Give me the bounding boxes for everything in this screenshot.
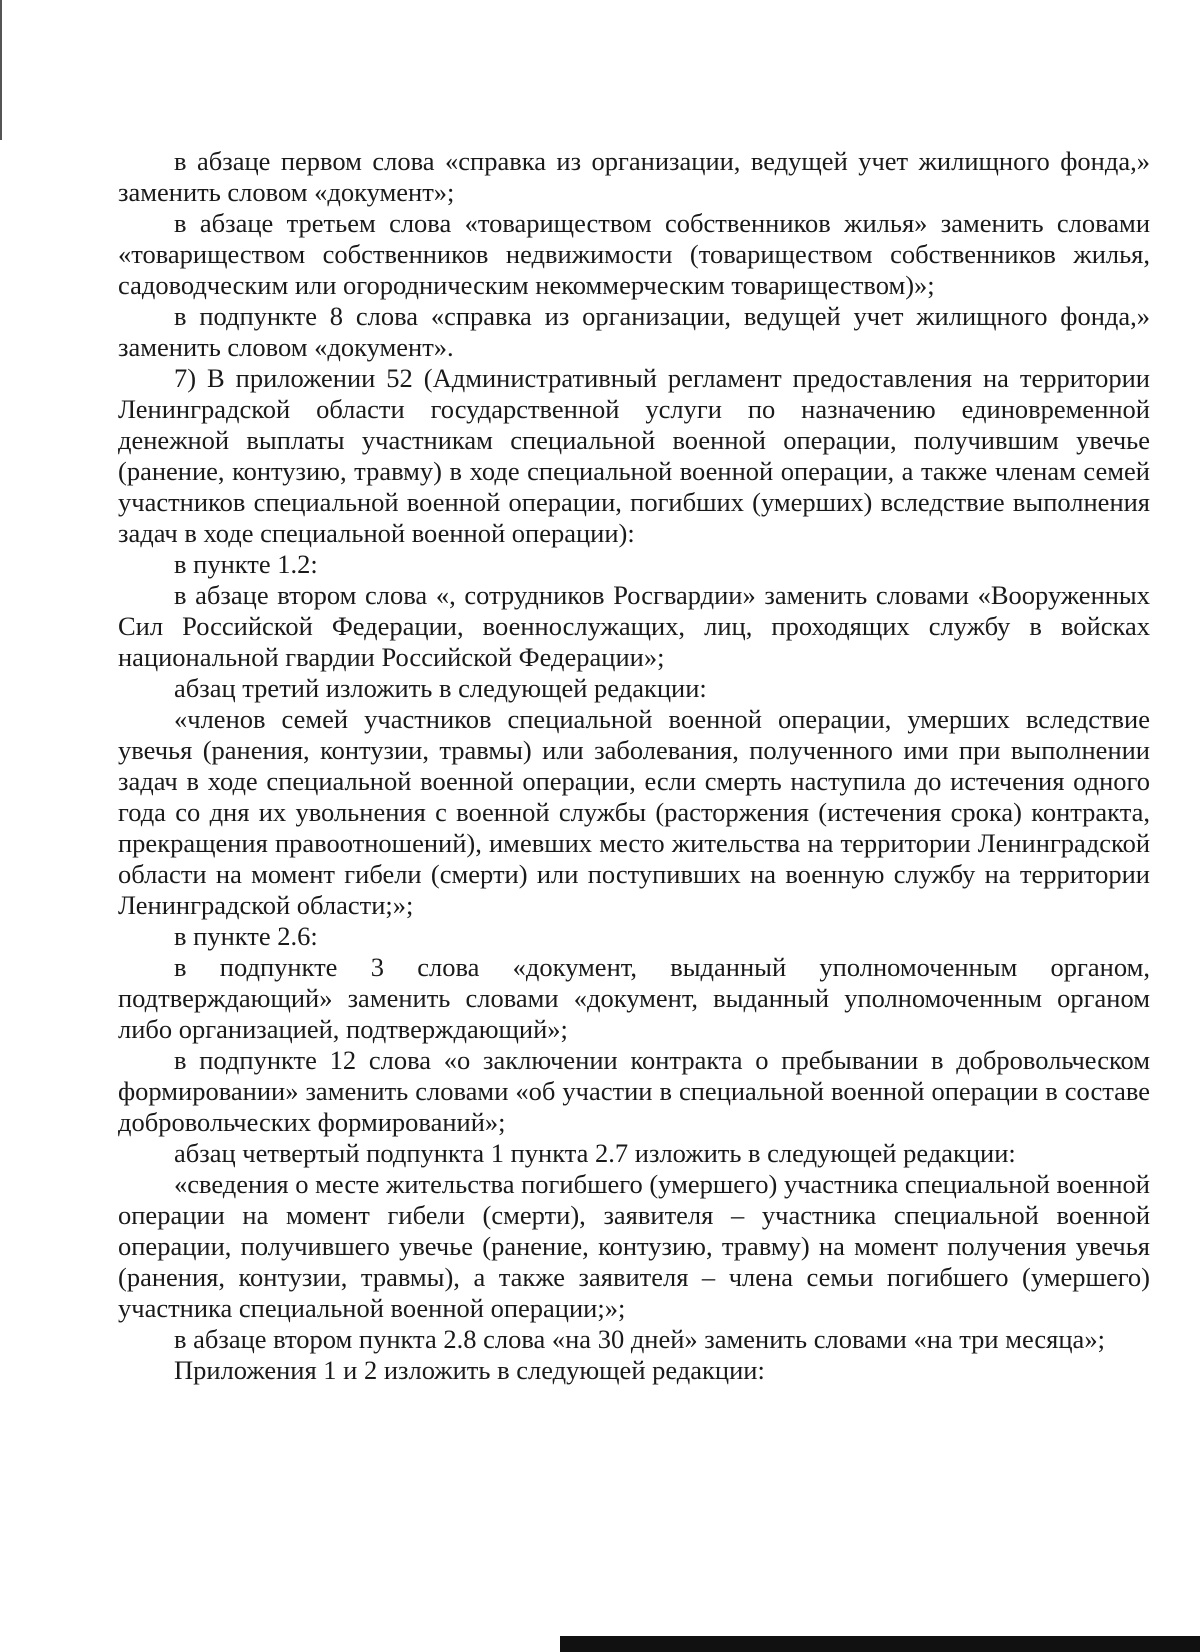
paragraph-2: в абзаце третьем слова «товариществом собственников жилья» заменить словами «товариществом собственников недвижимости (товариществом собственников жилья, садоводческим или огородническим некоммерческим товариществом)»; <box>118 208 1150 300</box>
paragraph-6: в абзаце втором слова «, сотрудников Росгвардии» заменить словами «Вооруженных Сил Российской Федерации, военнослужащих, лиц, проходящих службу в войсках национальной гвардии Российской Федерации»; <box>118 580 1150 672</box>
paragraph-9: в пункте 2.6: <box>174 921 318 951</box>
paragraph-11: в подпункте 12 слова «о заключении контракта о пребывании в добровольческом формировании» заменить словами «об участии в специальной военной операции в составе добровольческих формирований»; <box>118 1045 1150 1137</box>
paragraph-14: в абзаце втором пункта 2.8 слова «на 30 дней» заменить словами «на три месяца»; <box>174 1324 1105 1354</box>
paragraph-1: в абзаце первом слова «справка из организации, ведущей учет жилищного фонда,» заменить словом «документ»; <box>118 146 1150 207</box>
paragraph-12: абзац четвертый подпункта 1 пункта 2.7 изложить в следующей редакции: <box>174 1138 1016 1168</box>
scan-edge-bottom <box>560 1636 1200 1652</box>
paragraph-7: абзац третий изложить в следующей редакции: <box>174 673 707 703</box>
paragraph-5: в пункте 1.2: <box>174 549 318 579</box>
scan-edge-left <box>0 0 2 140</box>
paragraph-8: «членов семей участников специальной военной операции, умерших вследствие увечья (ранения, контузии, травмы) или заболевания, полученного ими при выполнении задач в ходе специальной военной операции, если смерть наступила до истечения одного года со дня их увольнения с военной службы (расторжения (истечения срока) контракта, прекращения правоотношений), имевших место жительства на территории Ленинградской области на момент гибели (смерти) или поступивших на военную службу на территории Ленинградской области;»; <box>118 704 1150 920</box>
paragraph-4: 7) В приложении 52 (Административный регламент предоставления на территории Ленинградской области государственной услуги по назначению единовременной денежной выплаты участникам специальной военной операции, получившим увечье (ранение, контузию, травму) в ходе специальной военной операции, а также членам семей участников специальной военной операции, погибших (умерших) вследствие выполнения задач в ходе специальной военной операции): <box>118 363 1150 548</box>
paragraph-10: в подпункте 3 слова «документ, выданный уполномоченным органом, подтверждающий» заменить словами «документ, выданный уполномоченным органом либо организацией, подтверждающий»; <box>118 952 1150 1044</box>
paragraph-3: в подпункте 8 слова «справка из организации, ведущей учет жилищного фонда,» заменить словом «документ». <box>118 301 1150 362</box>
paragraph-13: «сведения о месте жительства погибшего (умершего) участника специальной военной операции на момент гибели (смерти), заявителя – участника специальной военной операции, получившего увечье (ранение, контузию, травму) на момент получения увечья (ранения, контузии, травмы), а также заявителя – члена семьи погибшего (умершего) участника специальной военной операции;»; <box>118 1169 1150 1323</box>
paragraph-15: Приложения 1 и 2 изложить в следующей редакции: <box>174 1355 765 1385</box>
document-page <box>118 146 1150 1386</box>
